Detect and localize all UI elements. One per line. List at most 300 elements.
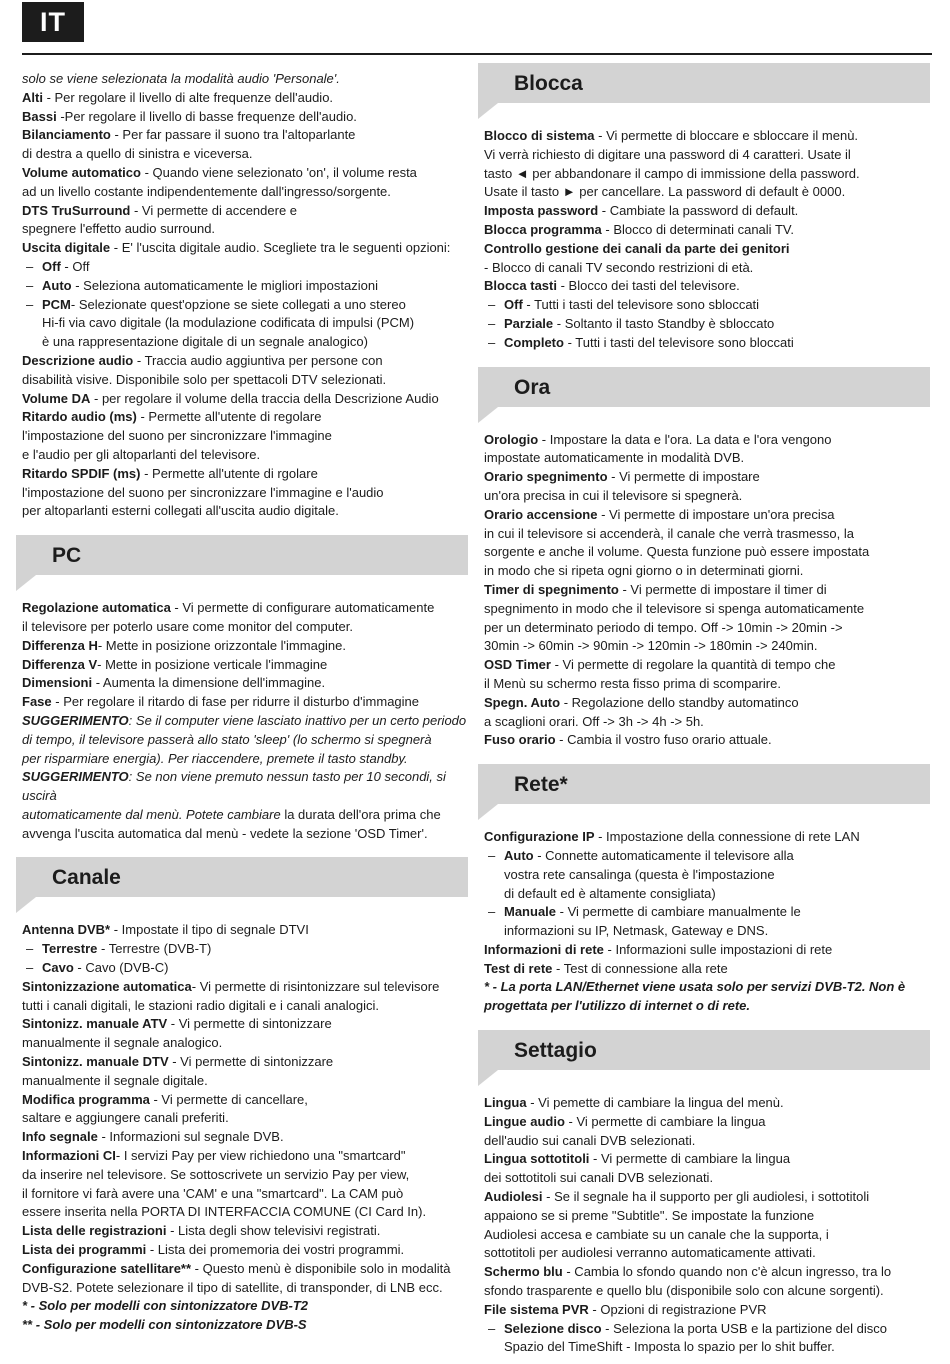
text-line xyxy=(22,1297,468,1316)
term: PCM xyxy=(42,296,71,312)
term: Orologio xyxy=(484,431,539,447)
text-line xyxy=(484,922,930,941)
description: manualmente il segnale analogico. xyxy=(22,1035,223,1051)
text-line xyxy=(22,978,468,997)
text-line xyxy=(484,731,930,750)
term: Manuale xyxy=(504,904,557,920)
description: - Quando viene selezionato 'on', il volume resta xyxy=(140,164,417,180)
description: - Impostare la data e l'ora. La data e l'ora vengono xyxy=(538,431,832,447)
text-line xyxy=(484,656,930,675)
term: * - Solo per modelli con sintonizzatore DVB-T2 xyxy=(22,1298,309,1314)
description: dell'audio sui canali DVB selezionati. xyxy=(484,1132,696,1148)
description: - Seleziona la porta USB e la partizione del disco xyxy=(601,1320,887,1336)
description: solo se viene selezionata la modalità audio 'Personale'. xyxy=(22,71,340,86)
text-line xyxy=(22,484,468,503)
term: Sintonizz. manuale ATV xyxy=(22,1016,168,1032)
list-dash: – xyxy=(26,258,34,274)
term: progettata per l'utilizzo di internet o di rete. xyxy=(484,998,750,1014)
text-line xyxy=(22,997,468,1016)
term: Spegn. Auto xyxy=(484,694,561,710)
text-line xyxy=(484,1338,930,1357)
description: - Impostazione della connessione di rete LAN xyxy=(594,829,860,845)
description: - Vi permette di accendere e xyxy=(130,202,298,218)
text-line xyxy=(22,1053,468,1072)
rete-section xyxy=(484,828,930,1016)
description: - Traccia audio aggiuntiva per persone con xyxy=(133,352,383,368)
term: Cavo xyxy=(42,960,74,976)
description: - Regolazione dello standby automatinco xyxy=(560,694,799,710)
italic-span xyxy=(22,1317,307,1332)
description: per altoparlanti esterni collegati all'uscita audio digitale. xyxy=(22,503,339,519)
description: - Vi permette di sintonizzare xyxy=(167,1016,332,1032)
text-line xyxy=(22,1034,468,1053)
text-line xyxy=(484,1132,930,1151)
section-banner-canale xyxy=(16,857,468,897)
description: vostra rete cansalinga (questa è l'impostazione xyxy=(504,866,775,882)
term: Orario accensione xyxy=(484,506,598,522)
text-line xyxy=(484,619,930,638)
italic-span xyxy=(484,998,750,1013)
text-line xyxy=(484,828,930,847)
description: - Selezionate quest'opzione se siete collegati a uno stereo xyxy=(70,296,406,312)
text-line xyxy=(22,1091,468,1110)
text-line xyxy=(484,694,930,713)
text-line xyxy=(22,164,468,183)
term: OSD Timer xyxy=(484,657,551,673)
text-line xyxy=(484,1113,930,1132)
term: Ritardo audio (ms) xyxy=(22,409,137,425)
text-line xyxy=(22,1128,468,1147)
description: - Blocco dei tasti del televisore. xyxy=(556,278,740,294)
text-line xyxy=(484,127,930,146)
italic-span xyxy=(22,769,446,803)
text-line xyxy=(22,1260,468,1279)
section-title-settagio: Settagio xyxy=(514,1039,597,1063)
italic-span xyxy=(22,1298,308,1313)
text-line xyxy=(22,712,468,731)
description: - Cambiate la password di default. xyxy=(598,203,799,219)
description: e l'audio per gli altoparlanti del televisore. xyxy=(22,446,261,462)
term: Descrizione audio xyxy=(22,352,134,368)
description: in modo che si ripeta ogni giorno o in determinati giorni. xyxy=(484,563,804,579)
section-banner-rete xyxy=(478,764,930,804)
term: Test di rete xyxy=(484,960,553,976)
description: - Permette all'utente di rgolare xyxy=(140,465,318,481)
description: spegnere l'effetto audio surround. xyxy=(22,221,216,237)
term: Lista dei programmi xyxy=(22,1242,147,1258)
description: - Vi permette di bloccare e sbloccare il menù. xyxy=(594,128,859,143)
description: - Terrestre (DVB-T) xyxy=(97,941,212,957)
text-line xyxy=(484,296,930,315)
text-line xyxy=(484,581,930,600)
pc-section xyxy=(22,599,468,843)
term: Lingue audio xyxy=(484,1113,565,1129)
text-line xyxy=(484,713,930,732)
description: il televisore per poterlo usare come monitor del computer. xyxy=(22,618,353,634)
text-line xyxy=(484,978,930,997)
description: il Menù su schermo resta fisso prima di scomparire. xyxy=(484,675,781,691)
term: Uscita digitale xyxy=(22,240,111,256)
text-line xyxy=(484,315,930,334)
description: - Blocco di canali TV secondo restrizioni di età. xyxy=(484,259,754,275)
description: - Impostate il tipo di segnale DTVI xyxy=(110,922,309,938)
description: - I servizi Pay per view richiedono una "smartcard" xyxy=(115,1148,406,1164)
term: Timer di spegnimento xyxy=(484,581,619,597)
list-dash: – xyxy=(26,960,34,976)
text-line xyxy=(484,600,930,619)
description: essere inserita nella PORTA DI INTERFACCIA COMUNE (CI Card In). xyxy=(22,1204,427,1220)
term: Informazioni di rete xyxy=(484,941,604,957)
text-line xyxy=(22,202,468,221)
description: tasto ◄ per abbandonare il campo di immissione della password. xyxy=(484,165,860,181)
text-line xyxy=(22,825,468,844)
italic-span xyxy=(22,71,340,86)
term: SUGGERIMENTO xyxy=(22,769,129,785)
term: Regolazione automatica xyxy=(22,600,171,616)
term: Selezione disco xyxy=(504,1320,602,1336)
list-dash: – xyxy=(26,941,34,957)
description: - Vi permette di impostare xyxy=(607,469,760,485)
term: Antenna DVB* xyxy=(22,922,111,938)
text-line xyxy=(22,656,468,675)
description: dei sottotitoli sui canali DVB selezionati. xyxy=(484,1170,714,1186)
term: Fase xyxy=(22,694,52,710)
description: appaiono se si preme "Subtitle". Se impostate la funzione xyxy=(484,1207,815,1223)
description: : Se non viene premuto nessun tasto per 10 secondi, si uscirà xyxy=(22,769,446,804)
description: : Se il computer viene lasciato inattivo per un certo periodo xyxy=(128,712,467,728)
text-line xyxy=(484,468,930,487)
text-line xyxy=(22,502,468,521)
text-line xyxy=(22,768,468,806)
settagio-section xyxy=(484,1094,930,1357)
text-line xyxy=(22,731,468,750)
text-line xyxy=(484,866,930,885)
description: l'impostazione del suono per sincronizzare l'immagine xyxy=(22,428,332,444)
text-line xyxy=(22,750,468,769)
audio-section xyxy=(22,70,468,521)
description: sfondo trasparente e quello blu (disponibile solo con alcune sorgenti). xyxy=(484,1283,884,1299)
term: Volume DA xyxy=(22,390,91,406)
term: Blocca tasti xyxy=(484,278,557,294)
text-line xyxy=(484,1094,930,1113)
description: di destra a quello di sinistra e viceversa. xyxy=(22,146,253,162)
text-line xyxy=(484,1320,930,1339)
section-title-rete: Rete* xyxy=(514,773,568,797)
text-line xyxy=(484,637,930,656)
description: di tempo, il televisore passerà allo stato 'sleep' (lo schermo si spegnerà xyxy=(22,731,432,747)
description: - Cavo (DVB-C) xyxy=(73,960,169,976)
description: ad un livello costante indipendentemente dall'ingresso/sorgente. xyxy=(22,183,391,199)
text-line xyxy=(22,1279,468,1298)
description: manualmente il segnale digitale. xyxy=(22,1072,208,1088)
term: Terrestre xyxy=(42,941,98,957)
description: l'impostazione del suono per sincronizzare l'immagine e l'audio xyxy=(22,484,384,500)
ora-section xyxy=(484,431,930,751)
text-line xyxy=(22,1166,468,1185)
text-line xyxy=(22,1203,468,1222)
text-line xyxy=(484,1150,930,1169)
description: avvenga l'uscita automatica dal menù - vedete la sezione 'OSD Timer'. xyxy=(22,825,428,841)
list-dash: – xyxy=(488,1320,496,1336)
description: - Permette all'utente di regolare xyxy=(136,409,322,425)
description: - Blocco di determinati canali TV. xyxy=(601,221,794,237)
description-tail: la durata dell'ora prima che xyxy=(280,806,441,822)
text-line xyxy=(22,1185,468,1204)
list-dash: – xyxy=(488,847,496,863)
description: - Vi pemette di cambiare la lingua del menù. xyxy=(526,1095,784,1111)
text-line xyxy=(22,465,468,484)
description: per risparmiare energia). Per riaccendere, premete il tasto standby. xyxy=(22,750,408,766)
description: - Se il segnale ha il supporto per gli audiolesi, i sottotitoli xyxy=(542,1189,870,1205)
text-line xyxy=(484,1169,930,1188)
text-line xyxy=(22,390,468,409)
text-line xyxy=(22,1222,468,1241)
text-line xyxy=(22,89,468,108)
term: Configurazione IP xyxy=(484,829,595,845)
description: - Lista degli show televisivi registrati. xyxy=(166,1223,381,1239)
text-line xyxy=(484,1226,930,1245)
text-line xyxy=(484,202,930,221)
term: Alti xyxy=(22,89,43,105)
term: Info segnale xyxy=(22,1129,98,1145)
text-line xyxy=(484,431,930,450)
text-line xyxy=(22,371,468,390)
term: Modifica programma xyxy=(22,1091,150,1107)
text-line xyxy=(22,296,468,315)
text-line xyxy=(22,408,468,427)
text-line xyxy=(484,941,930,960)
text-line xyxy=(484,165,930,184)
text-line xyxy=(22,637,468,656)
term: Blocco di sistema xyxy=(484,128,595,143)
term: Schermo blu xyxy=(484,1264,563,1280)
text-line xyxy=(22,183,468,202)
text-line xyxy=(484,487,930,506)
text-line xyxy=(22,145,468,164)
list-dash: – xyxy=(26,277,34,293)
term: Sintonizz. manuale DTV xyxy=(22,1054,169,1070)
text-line xyxy=(22,806,468,825)
description: - Vi permette di cancellare, xyxy=(149,1091,308,1107)
description: Vi verrà richiesto di digitare una password di 4 caratteri. Usate il xyxy=(484,146,851,162)
term: Auto xyxy=(42,277,72,293)
right-column xyxy=(484,63,930,1357)
description: - Seleziona automaticamente le migliori impostazioni xyxy=(71,277,378,293)
description: - Opzioni di registrazione PVR xyxy=(588,1301,767,1317)
description: un'ora precisa in cui il televisore si spegnerà. xyxy=(484,487,743,503)
text-line xyxy=(484,960,930,979)
text-line xyxy=(22,333,468,352)
italic-span xyxy=(22,807,281,822)
text-line xyxy=(22,277,468,296)
text-line xyxy=(22,126,468,145)
description: - Off xyxy=(60,258,90,274)
section-banner-settagio xyxy=(478,1030,930,1070)
term: Off xyxy=(504,297,523,313)
text-line xyxy=(22,352,468,371)
description: impostate automaticamente in modalità DVB. xyxy=(484,450,745,466)
term: SUGGERIMENTO xyxy=(22,712,129,728)
description: Audiolesi accesa e cambiate su un canale che la supporta, i xyxy=(484,1226,829,1242)
list-dash: – xyxy=(488,334,496,350)
term: Imposta password xyxy=(484,203,599,219)
text-line xyxy=(22,618,468,637)
section-title-pc: PC xyxy=(52,544,82,568)
term: Lingua xyxy=(484,1095,527,1111)
description: saltare e aggiungere canali preferiti. xyxy=(22,1110,229,1126)
description: - Vi permette di impostare il timer di xyxy=(618,581,827,597)
text-line xyxy=(484,506,930,525)
description: informazioni su IP, Netmask, Gateway e DNS. xyxy=(504,923,769,939)
term: Audiolesi xyxy=(484,1189,543,1205)
italic-span xyxy=(22,732,432,747)
term: Sintonizzazione automatica xyxy=(22,978,192,994)
text-line xyxy=(22,693,468,712)
text-line xyxy=(22,108,468,127)
blocca-section xyxy=(484,127,930,353)
text-line xyxy=(22,1241,468,1260)
description: - Test di connessione alla rete xyxy=(552,960,728,976)
description: - Informazioni sul segnale DVB. xyxy=(97,1129,284,1145)
canale-section xyxy=(22,921,468,1335)
description: - E' l'uscita digitale audio. Scegliete tra le seguenti opzioni: xyxy=(110,240,451,256)
description: - Mette in posizione orizzontale l'immagine. xyxy=(97,637,347,653)
term: Parziale xyxy=(504,315,554,331)
description: spegnimento in modo che il televisore si spenga automaticamente xyxy=(484,600,865,616)
list-dash: – xyxy=(26,296,34,312)
section-title-ora: Ora xyxy=(514,375,551,399)
term: Off xyxy=(42,258,61,274)
term: Completo xyxy=(504,334,564,350)
list-dash: – xyxy=(488,315,496,331)
description: -Per regolare il livello di basse frequenze dell'audio. xyxy=(56,108,357,124)
description: - Tutti i tasti del televisore sono bloccati xyxy=(563,334,794,350)
text-line xyxy=(484,277,930,296)
text-line xyxy=(484,183,930,202)
term: Configurazione satellitare** xyxy=(22,1260,192,1276)
description: di default ed è altamente consigliata) xyxy=(504,885,716,901)
description: - Cambia il vostro fuso orario attuale. xyxy=(555,732,772,748)
term: DTS TruSurround xyxy=(22,202,131,218)
text-line xyxy=(484,240,930,259)
description: Hi-fi via cavo digitale (la modulazione codificata di impulsi (PCM) xyxy=(42,315,415,331)
top-rule xyxy=(22,53,932,55)
left-column xyxy=(22,70,468,1335)
description: - Per regolare il livello di alte frequenze dell'audio. xyxy=(42,89,334,105)
term: File sistema PVR xyxy=(484,1301,589,1317)
description: - Vi permette di cambiare la lingua xyxy=(564,1113,766,1129)
description: - Questo menù è disponibile solo in modalità xyxy=(191,1260,451,1276)
text-line xyxy=(484,525,930,544)
text-line xyxy=(22,70,468,89)
description: per un determinato periodo di tempo. Off -> 10min -> 20min -> xyxy=(484,619,843,635)
description: - Aumenta la dimensione dell'immagine. xyxy=(92,675,326,691)
term: Informazioni CI xyxy=(22,1148,116,1164)
text-line xyxy=(484,1207,930,1226)
text-line xyxy=(484,1188,930,1207)
text-line xyxy=(22,674,468,693)
description: - Vi permette di regolare la quantità di tempo che xyxy=(550,657,836,673)
text-line xyxy=(22,258,468,277)
description: - Vi permette di risintonizzare sul televisore xyxy=(191,978,440,994)
term: Auto xyxy=(504,847,534,863)
section-banner-pc xyxy=(16,535,468,575)
description: - Per far passare il suono tra l'altoparlante xyxy=(110,127,356,143)
text-line xyxy=(484,221,930,240)
text-line xyxy=(484,1263,930,1282)
term: Differenza V xyxy=(22,656,98,672)
description: Spazio del TimeShift - Imposta lo spazio per lo shit buffer. xyxy=(504,1339,835,1355)
text-line xyxy=(484,997,930,1016)
section-title-canale: Canale xyxy=(52,866,121,890)
text-line xyxy=(484,1301,930,1320)
text-line xyxy=(22,314,468,333)
list-dash: – xyxy=(488,904,496,920)
italic-span xyxy=(484,979,905,994)
description: è una rappresentazione digitale di un segnale analogico) xyxy=(42,334,368,350)
description: - Vi permette di impostare un'ora precisa xyxy=(597,506,835,522)
term: Differenza H xyxy=(22,637,98,653)
description: - Tutti i tasti del televisore sono sbloccati xyxy=(522,297,760,313)
description: sorgente e anche il volume. Questa funzione può essere impostata xyxy=(484,544,870,560)
description: a scaglioni orari. Off -> 3h -> 4h -> 5h. xyxy=(484,713,704,729)
term: Ritardo SPDIF (ms) xyxy=(22,465,141,481)
text-line xyxy=(22,427,468,446)
section-banner-ora xyxy=(478,367,930,407)
section-title-blocca: Blocca xyxy=(514,72,583,95)
description: il fornitore vi farà avere una 'CAM' e una "smartcard". La CAM può xyxy=(22,1185,404,1201)
text-line xyxy=(22,959,468,978)
text-line xyxy=(22,940,468,959)
text-line xyxy=(22,220,468,239)
text-line xyxy=(22,446,468,465)
description: - Vi permette di cambiare manualmente le xyxy=(556,904,801,920)
description: Usate il tasto ► per cancellare. La password di default è 0000. xyxy=(484,184,846,200)
description: - Mette in posizione verticale l'immagine xyxy=(97,656,328,672)
italic-span xyxy=(22,751,408,766)
term: * - La porta LAN/Ethernet viene usata solo per servizi DVB-T2. Non è xyxy=(484,979,906,995)
term: Volume automatico xyxy=(22,164,141,180)
term: Lista delle registrazioni xyxy=(22,1223,167,1239)
term: Orario spegnimento xyxy=(484,469,608,485)
description: - Vi permette di cambiare la lingua xyxy=(589,1151,791,1167)
description: - Per regolare il ritardo di fase per ridurre il disturbo d'immagine xyxy=(51,694,419,710)
description: - Lista dei promemoria dei vostri programmi. xyxy=(146,1242,405,1258)
description: - Vi permette di sintonizzare xyxy=(168,1054,334,1070)
description: - Vi permette di configurare automaticamente xyxy=(170,600,435,616)
text-line xyxy=(484,146,930,165)
description: 30min -> 60min -> 90min -> 120min -> 180min -> 240min. xyxy=(484,638,818,654)
list-dash: – xyxy=(488,297,496,313)
description: - Informazioni sulle impostazioni di rete xyxy=(603,941,833,957)
text-line xyxy=(484,562,930,581)
text-line xyxy=(484,903,930,922)
term: Dimensioni xyxy=(22,675,93,691)
description: disabilità visive. Disponibile solo per spettacoli DTV selezionati. xyxy=(22,371,387,387)
description: tutti i canali digitali, le stazioni radio digitali e i canali analogici. xyxy=(22,997,379,1013)
text-line xyxy=(484,259,930,278)
text-line xyxy=(22,1072,468,1091)
term: Lingua sottotitoli xyxy=(484,1151,590,1167)
description: - Connette automaticamente il televisore alla xyxy=(533,847,794,863)
term: Bassi xyxy=(22,108,57,124)
description: in cui il televisore si accenderà, il canale che verrà trasmesso, la xyxy=(484,525,854,541)
term: Fuso orario xyxy=(484,732,556,748)
term: Bilanciamento xyxy=(22,127,111,143)
term: Blocca programma xyxy=(484,221,602,237)
description: DVB-S2. Potete selezionare il tipo di satellite, di transponder, di LNB ecc. xyxy=(22,1279,443,1295)
description: - per regolare il volume della traccia della Descrizione Audio xyxy=(90,390,439,406)
